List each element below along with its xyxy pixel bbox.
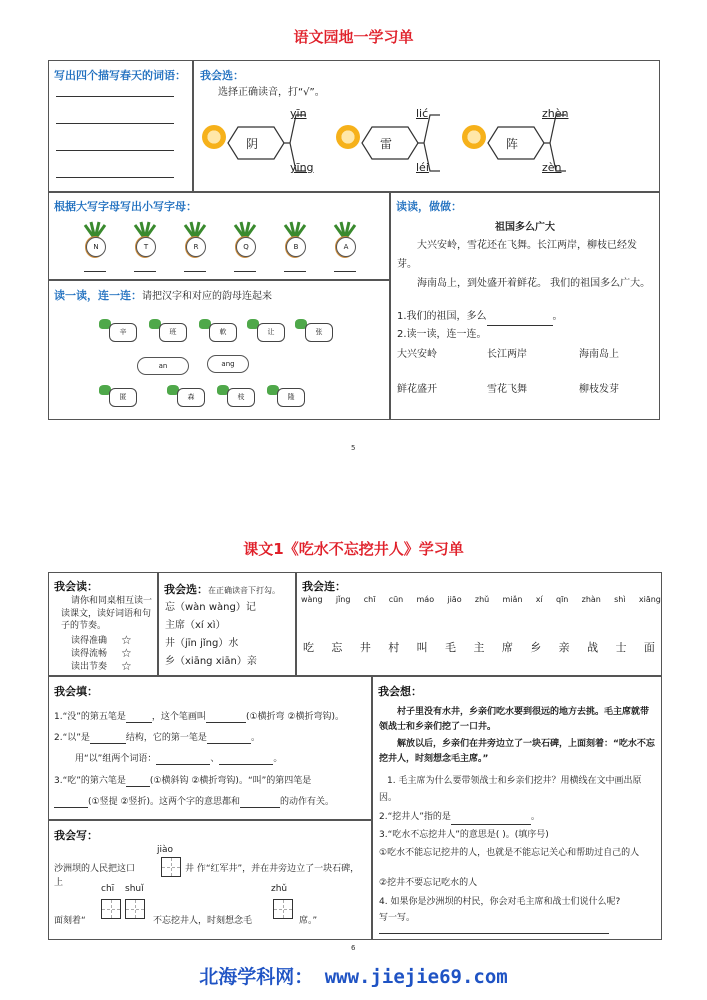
read-item: 读出节奏 (71, 662, 108, 672)
answer-line[interactable] (379, 933, 609, 934)
pinyin-word[interactable]: máo (416, 595, 435, 604)
pinyin-hint: chī (101, 884, 115, 894)
pinyin-word[interactable]: chī (363, 595, 376, 604)
pinyin-word[interactable]: shì (614, 595, 626, 604)
fill-q3d: 的动作有关。 (280, 797, 335, 807)
answer-blank[interactable] (206, 712, 246, 723)
fill-q2d: 用“以”组两个词语： (75, 754, 157, 764)
connect-item[interactable]: 鲜花盛开 (397, 384, 437, 395)
fill-q3b: (①横斜钩 ②横折弯钩)。“叫”的第四笔是 (149, 776, 312, 786)
write-line2c: 席。” (299, 916, 318, 926)
answer-blank[interactable] (156, 754, 210, 765)
page1-title: 语文园地一学习单 (293, 28, 414, 46)
write-line1a: 沙洲坝的人民把这口 (54, 864, 136, 874)
question-1-end: 。 (552, 311, 563, 322)
read-item: 读得准确 (71, 636, 108, 646)
star-icon[interactable]: ☆ (121, 633, 132, 647)
char-card[interactable]: 辛 (109, 323, 137, 342)
read-item: 读得流畅 (71, 649, 108, 659)
hanzi[interactable]: 毛 (445, 641, 457, 654)
writing-grid[interactable] (101, 899, 121, 919)
read-heading: 我会读： (54, 580, 98, 593)
page-number: 5 (351, 444, 356, 452)
question-2: 2.读一读，连一连。 (397, 329, 487, 340)
char-card[interactable]: 张 (305, 323, 333, 342)
pinyin-word[interactable]: cūn (388, 595, 404, 604)
hanzi[interactable]: 村 (388, 641, 400, 654)
char-card[interactable]: 森 (177, 388, 205, 407)
pinyin-option[interactable]: lić (416, 107, 429, 120)
answer-blank[interactable] (334, 271, 356, 272)
hanzi[interactable]: 亲 (558, 641, 570, 654)
hanzi[interactable]: 忘 (331, 641, 343, 654)
spring-words-heading: 写出四个描写春天的词语： (54, 69, 186, 82)
pinyin-option[interactable]: zèn (542, 161, 562, 174)
hanzi[interactable]: 乡 (530, 641, 542, 654)
fill-q1c: (①横折弯 ②横折弯钩)。 (245, 712, 344, 722)
think-q4: 4. 如果你是沙洲坝的村民，你会对毛主席和战士们说什么呢?写一写。 (379, 897, 621, 923)
char-yin: 阴 (246, 137, 259, 151)
think-option-2: ②挖井不要忘记吃水的人 (379, 878, 478, 888)
pinyin-hint: jiào (157, 845, 174, 855)
answer-blank[interactable] (84, 271, 106, 272)
choose-row[interactable]: 井（jīn jǐng）水 (165, 638, 239, 649)
answer-blank[interactable] (487, 310, 553, 326)
star-icon[interactable]: ☆ (121, 659, 132, 673)
hanzi[interactable]: 战 (587, 641, 599, 654)
fill-q1b: ，这个笔画叫 (151, 712, 206, 722)
think-option-1: ①吃水不能忘记挖井的人，也就是不能忘记关心和帮助过自己的人 (379, 848, 640, 858)
connect-item[interactable]: 长江两岸 (487, 349, 527, 360)
choose-box (158, 572, 296, 676)
fill-q2e: 、 (210, 754, 220, 764)
write-line1b: 井 作“红军井”，并在井旁边立了一块石碑， (185, 864, 360, 874)
footer-watermark[interactable]: 北海学科网： www.jiejie69.com (199, 966, 508, 988)
pinyin-row (301, 595, 661, 604)
answer-blank[interactable] (219, 754, 273, 765)
pinyin-hint: shuǐ (125, 884, 144, 894)
read-do-heading: 读读，做做： (396, 200, 462, 213)
hanzi[interactable]: 吃 (303, 641, 314, 654)
write-heading: 我会写： (54, 829, 98, 842)
pinyin-hint: zhǔ (271, 884, 288, 894)
sunflower-icon (202, 125, 226, 149)
pinyin-word[interactable]: xiāng (638, 595, 661, 604)
answer-blank[interactable] (184, 271, 206, 272)
connect-item[interactable]: 柳枝发芽 (579, 384, 619, 395)
answer-line[interactable] (56, 96, 174, 97)
pinyin-word[interactable]: jiāo (447, 595, 462, 604)
spring-words-box (48, 60, 193, 192)
hanzi[interactable]: 席 (501, 641, 513, 654)
sunflower-icon (336, 125, 360, 149)
answer-line[interactable] (56, 123, 174, 124)
char-row (303, 639, 655, 655)
page-number: 6 (351, 944, 356, 952)
think-heading: 我会想： (378, 685, 422, 698)
sunflower-icon (462, 125, 486, 149)
answer-blank[interactable] (451, 811, 531, 825)
answer-blank[interactable] (126, 712, 152, 723)
read-box (48, 572, 158, 676)
pinyin-word[interactable]: zhǔ (474, 595, 490, 604)
answer-blank[interactable] (54, 797, 88, 808)
pinyin-option[interactable]: léi (416, 161, 429, 174)
think-box (372, 676, 662, 940)
uppercase-letter: A (336, 237, 356, 257)
pinyin-option[interactable]: zhèn (542, 107, 569, 120)
fill-box (48, 676, 372, 820)
read-connect-heading: 读一读，连一连： (54, 289, 142, 302)
fill-q3c: (①竖提 ②竖折)。这两个字的意思都和 (88, 797, 241, 807)
connect-item[interactable]: 大兴安岭 (397, 349, 437, 360)
char-card[interactable]: 班 (159, 323, 187, 342)
choose-row[interactable]: 忘（wàn wàng）记 (165, 602, 256, 613)
uppercase-letter: R (186, 237, 206, 257)
answer-blank[interactable] (240, 797, 280, 808)
fill-q1a: 1.“没”的第五笔是 (54, 712, 126, 722)
think-q1: 1. 毛主席为什么要带领战士和乡亲们挖井？用横线在文中画出原因。 (379, 776, 642, 803)
fill-q2f: 。 (273, 754, 283, 764)
pinyin-word[interactable]: xí (535, 595, 543, 604)
write-line2a: 面刻着“ (54, 916, 86, 926)
fill-q2-words (75, 751, 282, 765)
answer-blank[interactable] (284, 271, 306, 272)
page2-title: 课文1《吃水不忘挖井人》学习单 (243, 540, 464, 558)
answer-blank[interactable] (234, 271, 256, 272)
think-para1: 村子里没有水井，乡亲们吃水要到很远的地方去挑。毛主席就带领战士和乡亲们挖了一口井。 (379, 707, 650, 732)
writing-grid[interactable] (125, 899, 145, 919)
fill-q3-cont (54, 794, 334, 808)
fill-q2 (54, 730, 260, 744)
fill-q2c: 。 (250, 733, 260, 743)
think-para2: 解放以后，乡亲们在井旁边立了一块石碑，上面刻着：“吃水不忘挖井人，时刻想念毛主席。” (379, 739, 655, 764)
passage-para2: 海南岛上，到处盛开着鲜花。 我们的祖国多么广大。 (417, 278, 651, 289)
pinyin-bracket (360, 107, 445, 179)
fill-q2a: 2.“以”是 (54, 733, 90, 743)
choose-heading: 我会选： (200, 69, 244, 82)
uppercase-letter: T (136, 237, 156, 257)
hanzi[interactable]: 主 (473, 641, 485, 654)
final-cloud[interactable]: an (137, 357, 189, 375)
read-connect-header (54, 287, 272, 303)
hanzi[interactable]: 士 (615, 641, 627, 654)
pinyin-word[interactable]: jǐng (335, 595, 351, 604)
answer-blank[interactable] (134, 271, 156, 272)
read-do-box (390, 192, 660, 420)
pinyin-option[interactable]: yīng (290, 161, 314, 174)
char-card[interactable]: 枝 (227, 388, 255, 407)
read-connect-box (48, 280, 390, 420)
hanzi[interactable]: 面 (643, 641, 655, 654)
answer-blank[interactable] (90, 733, 126, 744)
connect-item[interactable]: 雪花飞舞 (487, 384, 527, 395)
think-q2-end: 。 (530, 812, 540, 822)
final-cloud[interactable]: ang (207, 355, 249, 373)
question-1-text: 1.我们的祖国，多么 (397, 311, 487, 322)
pinyin-option[interactable]: yīn (290, 107, 307, 120)
read-connect-instruction: 请把汉字和对应的韵母连起来 (142, 291, 272, 302)
pinyin-word[interactable]: zhàn (581, 595, 601, 604)
char-card[interactable]: 軟 (209, 323, 237, 342)
think-q2-text: 2.“挖井人”指的是 (379, 812, 451, 822)
fill-q3a: 3.“吃”的第六笔是 (54, 776, 126, 786)
choose2-instruction: 在正确读音下打勾。 (208, 586, 280, 595)
pinyin-word[interactable]: miǎn (502, 595, 523, 604)
question-1 (397, 310, 563, 326)
star-icon[interactable]: ☆ (121, 646, 132, 660)
choose-pinyin-box (193, 60, 660, 192)
pinyin-word[interactable]: wàng (301, 595, 323, 604)
fill-q2b: 结构，它的第一笔是 (125, 733, 207, 743)
passage-para1: 大兴安岭，雪花还在飞舞。长江两岸，柳枝已经发芽。 (397, 240, 637, 270)
hanzi[interactable]: 叫 (416, 641, 428, 654)
pinyin-word[interactable]: qīn (555, 595, 569, 604)
write-line2b: 不忘挖井人，时刻想念毛 (153, 916, 253, 926)
write-box (48, 820, 372, 940)
connect-heading: 我会连： (302, 580, 346, 593)
choose2-heading: 我会选： (164, 583, 208, 596)
lowercase-box (48, 192, 390, 280)
read-text: 请你和同桌相互读一读课文，读好词语和句子的节奏。 (61, 596, 153, 632)
choose-instruction: 选择正确读音，打“√”。 (218, 87, 325, 98)
writing-grid[interactable] (273, 899, 293, 919)
uppercase-letter: Q (236, 237, 256, 257)
answer-blank[interactable] (126, 776, 150, 787)
fill-heading: 我会填： (54, 685, 98, 698)
char-lei: 雷 (380, 137, 393, 151)
lowercase-heading: 根据大写字母写出小写字母： (54, 200, 197, 213)
answer-line[interactable] (56, 150, 174, 151)
uppercase-letter: B (286, 237, 306, 257)
think-q2 (379, 811, 540, 825)
choose-header (164, 578, 280, 597)
uppercase-letter: N (86, 237, 106, 257)
answer-line[interactable] (56, 177, 174, 178)
answer-blank[interactable] (207, 733, 251, 744)
write-line1c: 上 (54, 878, 64, 888)
char-card[interactable]: 匿 (109, 388, 137, 407)
writing-grid[interactable] (161, 857, 181, 877)
connect-item[interactable]: 海南岛上 (579, 349, 619, 360)
char-card[interactable]: 让 (257, 323, 285, 342)
passage-title: 祖国多么广大 (495, 222, 555, 233)
fill-q3 (54, 773, 311, 787)
choose-row[interactable]: 主席（xí xì） (165, 620, 226, 631)
fill-q1 (54, 709, 344, 723)
char-zhen: 阵 (506, 137, 519, 151)
char-card[interactable]: 隆 (277, 388, 305, 407)
think-q3: 3.“吃水不忘挖井人”的意思是( )。(填序号) (379, 830, 549, 840)
choose-row[interactable]: 乡（xiāng xiān）亲 (165, 656, 257, 667)
hanzi[interactable]: 井 (359, 641, 371, 654)
connect-box (296, 572, 662, 676)
